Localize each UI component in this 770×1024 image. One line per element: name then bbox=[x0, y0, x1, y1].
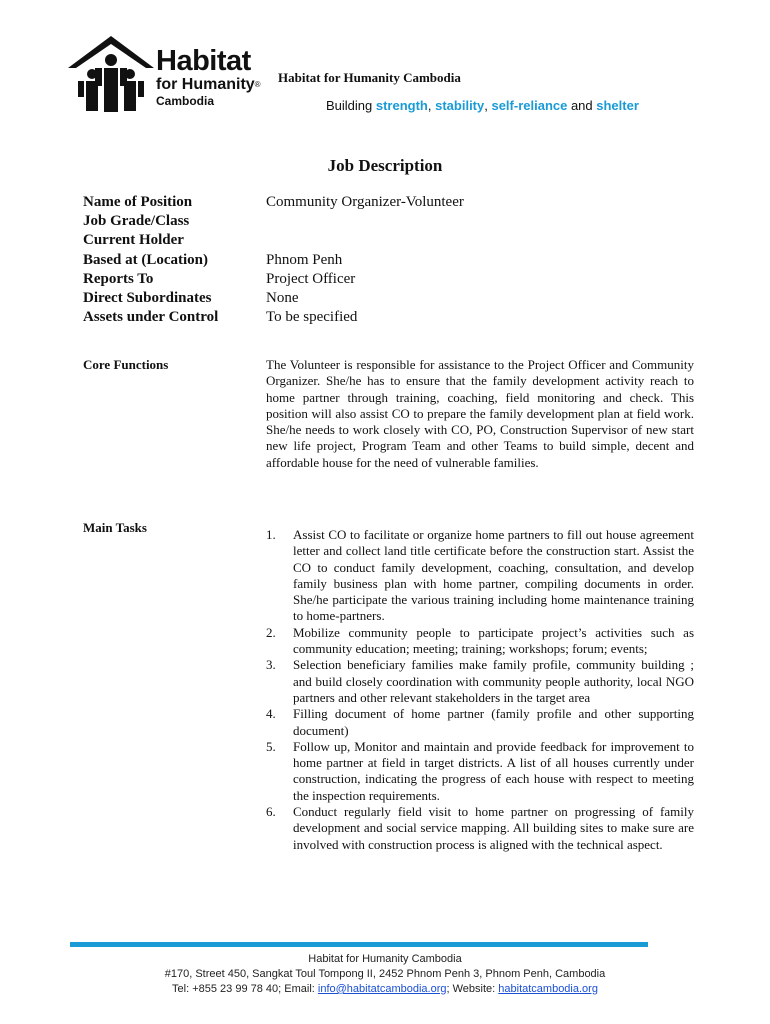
field-row bbox=[83, 270, 464, 289]
document-title: Job Description bbox=[327, 156, 443, 175]
task-number: 2. bbox=[266, 624, 276, 640]
field-value: Project Officer bbox=[266, 270, 356, 287]
field-label: Name of Position bbox=[83, 194, 193, 210]
task-number: 4. bbox=[266, 706, 276, 722]
task-number: 5. bbox=[266, 738, 276, 754]
footer-address: #170, Street 450, Sangkat Toul Tompong II, 2452 Phnom Penh 3, Phnom Penh, Cambodia bbox=[164, 968, 606, 980]
field-label: Direct Subordinates bbox=[83, 289, 212, 306]
field-value: Phnom Penh bbox=[266, 251, 343, 268]
habitat-logo bbox=[68, 34, 278, 116]
field-value: To be specified bbox=[266, 309, 358, 326]
task-text: Conduct regularly field visit to home partner on progressing of family development and social service mapping. All building sites to make sure are involved with construction process is aligned with the technical aspect. bbox=[293, 804, 694, 852]
main-tasks-list bbox=[266, 527, 694, 853]
list-item bbox=[266, 625, 694, 658]
task-number: 6. bbox=[266, 804, 276, 820]
field-row bbox=[83, 289, 464, 308]
task-text: Assist CO to facilitate or organize home partners to fill out house agreement letter and collect land title certificate before the construction start. Assist the CO to conduct family development, coaching, consultation, and develop family business plan with home partner, compiling documents in order. She/he participate the various training including home maintenance training to home-partners. bbox=[293, 527, 694, 624]
footer-tel: Tel: +855 23 99 78 40; Email: bbox=[172, 983, 318, 995]
field-value: None bbox=[266, 289, 299, 306]
tagline-separator: , bbox=[484, 98, 492, 113]
tagline-word-shelter: shelter bbox=[596, 98, 639, 113]
list-item bbox=[266, 527, 694, 625]
task-number: 3. bbox=[266, 657, 276, 673]
tagline-separator: , bbox=[427, 98, 436, 113]
field-row bbox=[83, 193, 464, 212]
tagline-word-self-reliance: self-reliance bbox=[491, 98, 568, 113]
email-link[interactable]: info@habitatcambodia.org bbox=[317, 983, 447, 995]
task-text: Mobilize community people to participate project’s activities such as community education; meeting; training; workshops; forum; events; bbox=[293, 624, 694, 657]
field-row bbox=[83, 251, 464, 270]
task-number: 1. bbox=[266, 527, 276, 542]
page-footer bbox=[0, 952, 770, 997]
field-row bbox=[83, 231, 464, 250]
tagline-and: and bbox=[567, 98, 597, 113]
tagline-word-strength: strength bbox=[375, 98, 428, 113]
field-row bbox=[83, 212, 464, 231]
list-item bbox=[266, 657, 694, 706]
logo-line-3: Cambodia bbox=[156, 94, 215, 108]
field-label: Based at (Location) bbox=[83, 251, 208, 268]
task-text: Follow up, Monitor and maintain and provide feedback for improvement to home partner at field in target districts. A list of all houses currently under construction, indicating the progress of each house with respect to meeting the inspection requirements. bbox=[293, 738, 694, 803]
house-people-icon bbox=[68, 34, 154, 116]
header-tagline bbox=[326, 98, 639, 113]
field-value: Community Organizer-Volunteer bbox=[266, 194, 464, 210]
field-label: Reports To bbox=[83, 270, 154, 287]
field-row bbox=[83, 308, 464, 327]
core-functions-label: Core Functions bbox=[83, 357, 169, 372]
list-item bbox=[266, 706, 694, 739]
footer-website-prefix: ; Website: bbox=[446, 983, 499, 995]
footer-divider bbox=[70, 942, 648, 947]
task-text: Filling document of home partner (family profile and other supporting document) bbox=[293, 706, 694, 738]
tagline-word-stability: stability bbox=[435, 98, 485, 113]
task-text: Selection beneficiary families make family profile, community building ; and build closely coordination with community people authority, local NGO partners and other relevant stakeholders in the target area bbox=[293, 657, 694, 705]
logo-line-2: for Humanity bbox=[156, 76, 255, 93]
field-label: Current Holder bbox=[83, 232, 184, 249]
footer-contact bbox=[0, 982, 770, 997]
header-org-name: Habitat for Humanity Cambodia bbox=[278, 70, 461, 85]
main-tasks-label: Main Tasks bbox=[83, 520, 147, 535]
website-link[interactable]: habitatcambodia.org bbox=[498, 983, 598, 995]
footer-org-name: Habitat for Humanity Cambodia bbox=[308, 953, 462, 965]
field-label: Job Grade/Class bbox=[83, 213, 190, 230]
field-label: Assets under Control bbox=[83, 309, 219, 326]
job-fields bbox=[83, 193, 464, 327]
core-functions-text: The Volunteer is responsible for assistance to the Project Officer and Community Organizer. She/he has to ensure that the family development activity reach to home partner through training, coaching, field monitoring and check. This position will also assist CO to prepare the family development plan at field work. She/he needs to work closely with CO, PO, Construction Supervisor of new start new life project, Program Team and other Teams to build simple, decent and affordable house for the need of vulnerable families. bbox=[266, 357, 694, 470]
tagline-prefix: Building bbox=[326, 98, 376, 113]
list-item bbox=[266, 804, 694, 853]
logo-line-1: Habitat bbox=[156, 45, 251, 77]
list-item bbox=[266, 739, 694, 804]
registered-mark: ® bbox=[254, 80, 261, 89]
